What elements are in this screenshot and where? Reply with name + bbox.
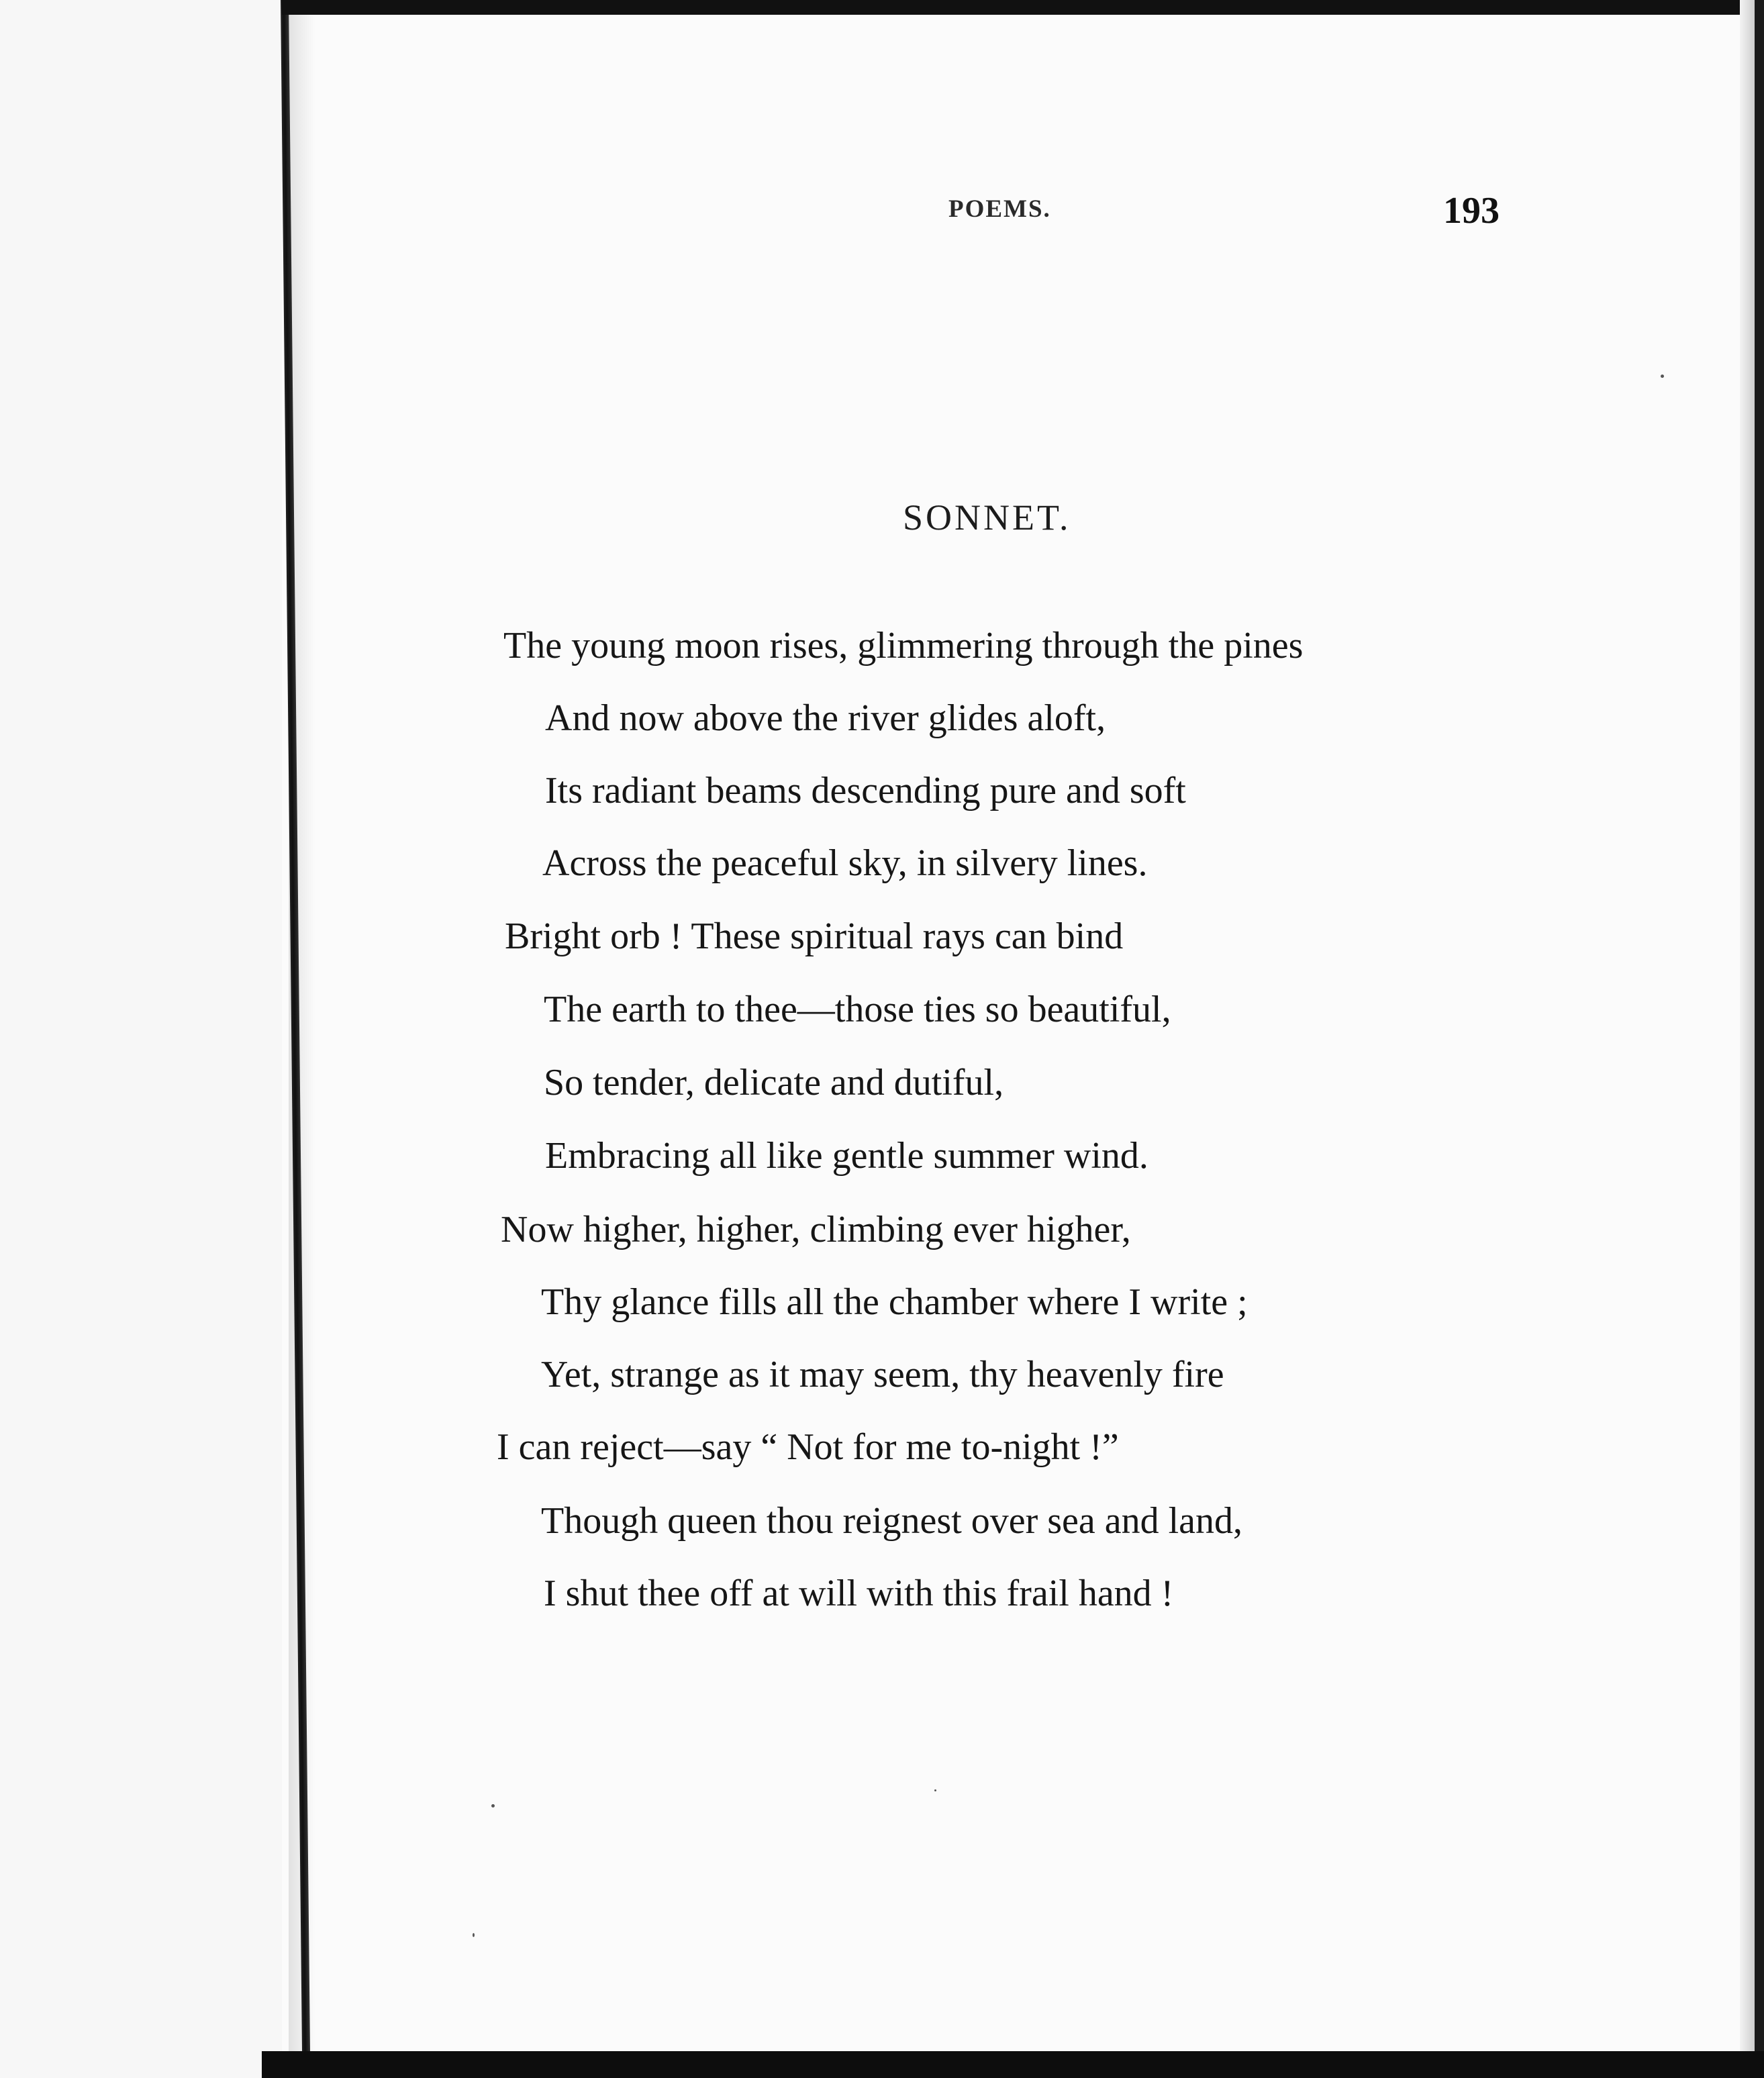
poem-line: Bright orb ! These spiritual rays can bind xyxy=(505,916,1124,957)
poem-line: Thy glance fills all the chamber where I write ; xyxy=(541,1281,1248,1323)
poem-line: I shut thee off at will with this frail hand ! xyxy=(544,1573,1174,1614)
poem-line: Yet, strange as it may seem, thy heavenly fire xyxy=(541,1354,1224,1395)
poem-line: Embracing all like gentle summer wind. xyxy=(545,1135,1148,1177)
poem-line: Its radiant beams descending pure and soft xyxy=(545,770,1186,811)
poem-line: I can reject—say “ Not for me to-night !” xyxy=(497,1426,1119,1468)
page-number: 193 xyxy=(1443,190,1500,232)
scan-speck xyxy=(491,1804,495,1808)
running-title: POEMS. xyxy=(948,195,1051,223)
poem-title: SONNET. xyxy=(903,497,1071,538)
poem-line: Though queen thou reignest over sea and land, xyxy=(541,1500,1243,1542)
poem-line: Now higher, higher, climbing ever higher, xyxy=(501,1209,1131,1250)
poem-line: The earth to thee—those ties so beautiful, xyxy=(544,989,1171,1030)
scan-speck xyxy=(1661,375,1664,378)
poem-line: And now above the river glides aloft, xyxy=(545,697,1106,739)
scan-speck xyxy=(473,1933,475,1937)
poem-line: The young moon rises, glimmering through the pines xyxy=(503,625,1304,666)
poem-line: So tender, delicate and dutiful, xyxy=(544,1062,1004,1103)
scan-speck xyxy=(934,1789,936,1791)
poem-line: Across the peaceful sky, in silvery lines. xyxy=(542,842,1148,884)
